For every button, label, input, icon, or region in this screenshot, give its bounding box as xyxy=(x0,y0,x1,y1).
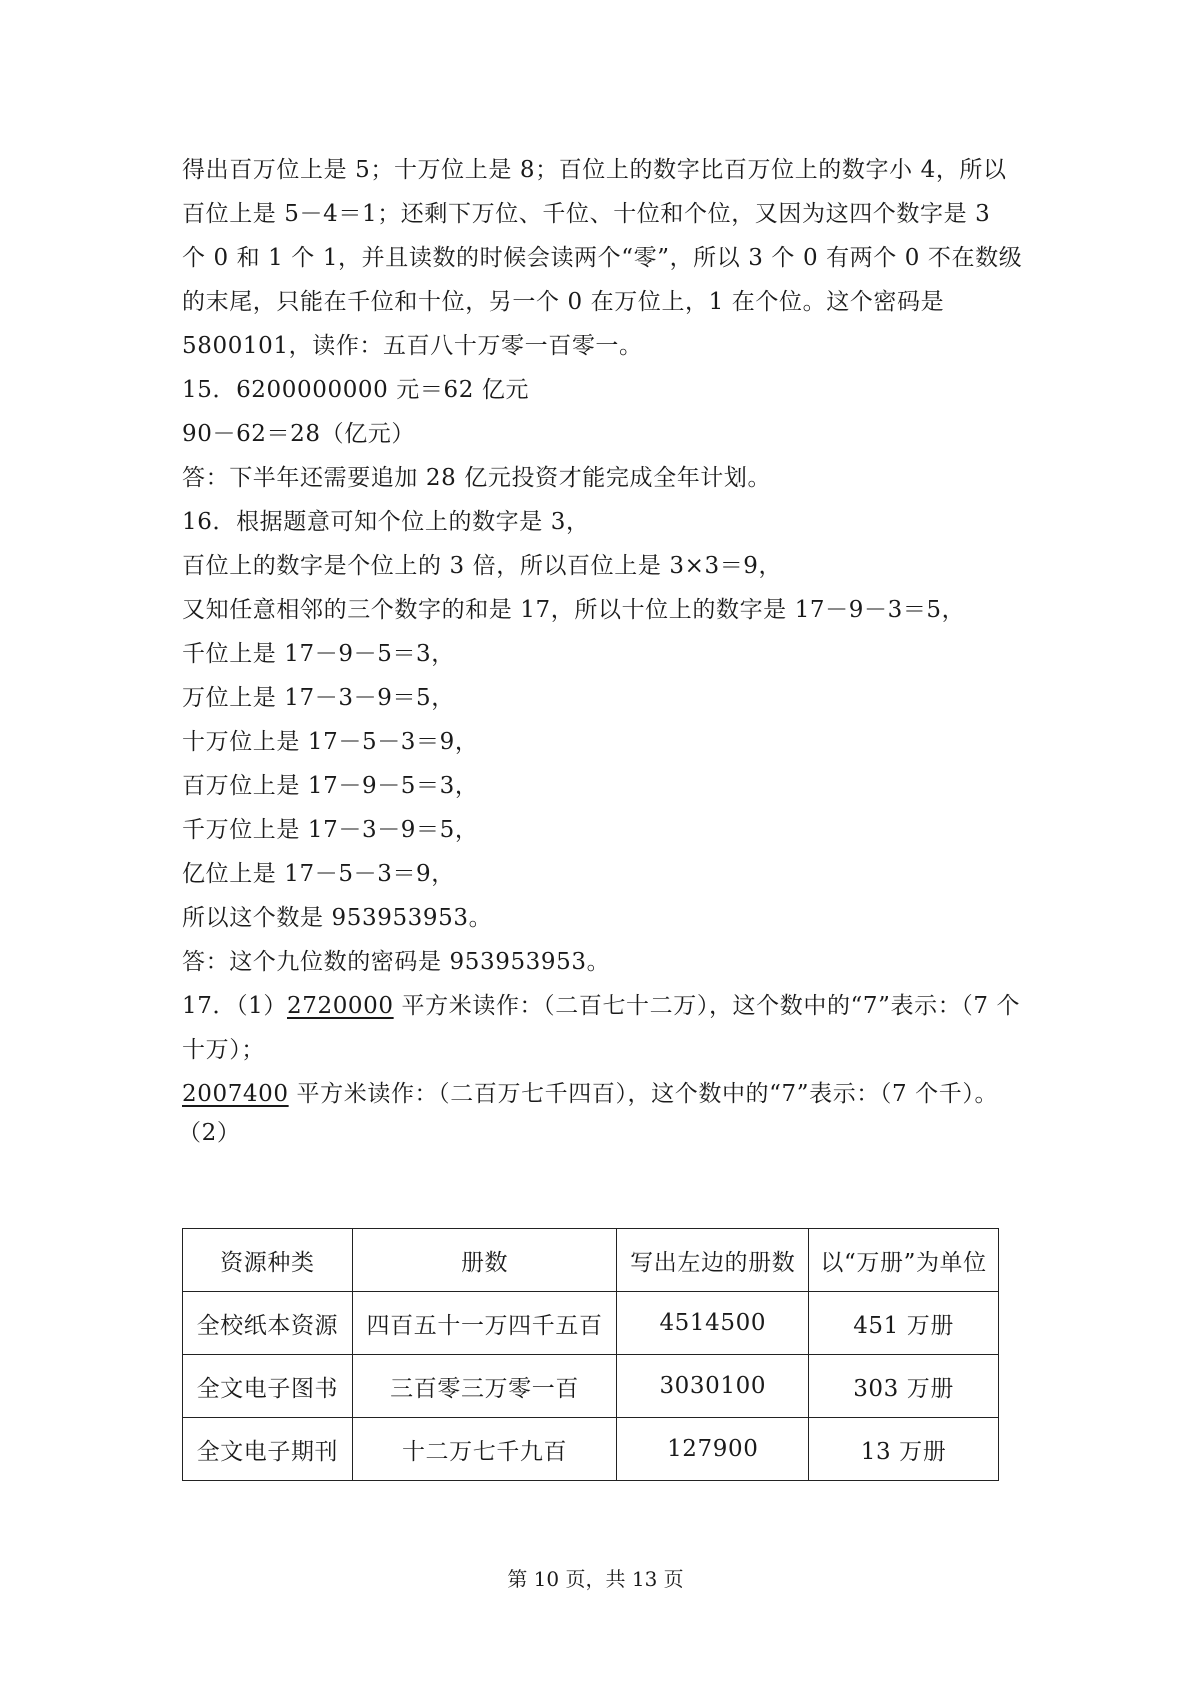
text-line: 的末尾，只能在千位和十位，另一个 0 在万位上，1 在个位。这个密码是 xyxy=(182,289,945,315)
problem-15-line: 15．6200000000 元＝62 亿元 xyxy=(182,377,530,403)
text-line: 又知任意相邻的三个数字的和是 17，所以十位上的数字是 17－9－3＝5， xyxy=(182,597,966,623)
table-cell: 127900 xyxy=(617,1418,809,1481)
text-line: 个 0 和 1 个 1，并且读数的时候会读两个“零”，所以 3 个 0 有两个 0 不在数级 xyxy=(182,245,1023,271)
table-header-row xyxy=(183,1229,999,1292)
text-line: 90－62＝28（亿元） xyxy=(182,421,415,447)
table-row xyxy=(183,1355,999,1418)
problem-16-line: 16．根据题意可知个位上的数字是 3， xyxy=(182,509,590,535)
text-line: 千万位上是 17－3－9＝5， xyxy=(182,817,479,843)
text-line: 5800101，读作：五百八十万零一百零一。 xyxy=(182,333,643,359)
text-line: 十万）； xyxy=(182,1037,265,1063)
underlined-number: 2720000 xyxy=(287,993,394,1019)
table-header-cell: 写出左边的册数 xyxy=(617,1229,809,1292)
table-header-cell: 以“万册”为单位 xyxy=(809,1229,999,1292)
table-cell: 451 万册 xyxy=(809,1292,999,1355)
table-cell: 303 万册 xyxy=(809,1355,999,1418)
text-line: 所以这个数是 953953953。 xyxy=(182,905,493,931)
text-line: 十万位上是 17－5－3＝9， xyxy=(182,729,479,755)
text-line: 万位上是 17－3－9＝5， xyxy=(182,685,455,711)
table-cell: 4514500 xyxy=(617,1292,809,1355)
table-cell: 3030100 xyxy=(617,1355,809,1418)
text-line: 百位上是 5－4＝1；还剩下万位、千位、十位和个位，又因为这四个数字是 3 xyxy=(182,201,991,227)
table-row xyxy=(183,1418,999,1481)
resource-table xyxy=(182,1228,999,1481)
answer-line: 答：下半年还需要追加 28 亿元投资才能完成全年计划。 xyxy=(182,465,772,491)
table-cell: 四百五十一万四千五百 xyxy=(352,1292,617,1355)
problem-17-text: 平方米读作：（二百万七千四百），这个数中的“7”表示：（7 个千）。 xyxy=(288,1081,999,1107)
text-line: 千位上是 17－9－5＝3， xyxy=(182,641,455,667)
table-row xyxy=(183,1292,999,1355)
table-cell: 十二万七千九百 xyxy=(352,1418,617,1481)
table-cell: 全文电子图书 xyxy=(183,1355,353,1418)
problem-17-prefix: 17．（1） xyxy=(182,993,287,1019)
problem-17-line xyxy=(182,991,1020,1021)
table-cell: 三百零三万零一百 xyxy=(352,1355,617,1418)
page-footer: 第 10 页，共 13 页 xyxy=(507,1567,684,1591)
problem-17-part2: （2） xyxy=(178,1120,241,1146)
table-cell: 13 万册 xyxy=(809,1418,999,1481)
table-header-cell: 资源种类 xyxy=(183,1229,353,1292)
table-header-cell: 册数 xyxy=(352,1229,617,1292)
answer-line: 答：这个九位数的密码是 953953953。 xyxy=(182,949,611,975)
text-line: 百位上的数字是个位上的 3 倍，所以百位上是 3×3＝9， xyxy=(182,553,783,579)
table-cell: 全校纸本资源 xyxy=(183,1292,353,1355)
text-line: 百万位上是 17－9－5＝3， xyxy=(182,773,479,799)
text-line: 得出百万位上是 5；十万位上是 8；百位上的数字比百万位上的数字小 4，所以 xyxy=(182,157,1007,183)
table-cell: 全文电子期刊 xyxy=(183,1418,353,1481)
problem-17-line xyxy=(182,1079,998,1109)
underlined-number: 2007400 xyxy=(182,1081,289,1107)
text-line: 亿位上是 17－5－3＝9， xyxy=(182,861,455,887)
problem-17-text: 平方米读作：（二百七十二万），这个数中的“7”表示：（7 个 xyxy=(393,993,1021,1019)
